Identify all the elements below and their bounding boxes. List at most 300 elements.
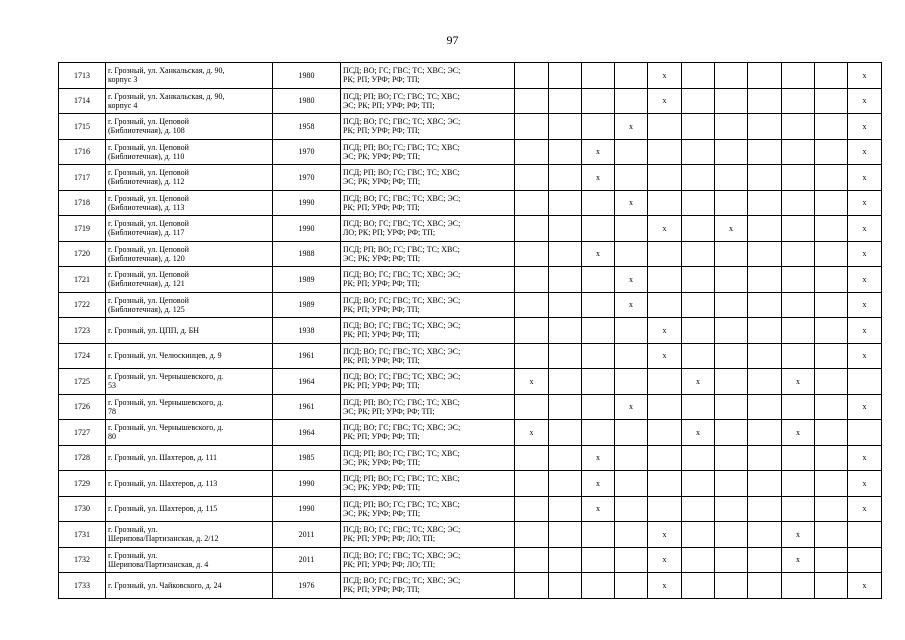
systems-line: ЭС; РК; УРФ; РФ; ТП; xyxy=(343,151,421,161)
year-cell: 1976 xyxy=(273,573,341,599)
mark-cell-empty xyxy=(615,547,648,573)
row-number-cell: 1725 xyxy=(59,369,106,395)
mark-cell-x: x xyxy=(848,88,882,114)
mark-cell-empty xyxy=(715,522,748,548)
mark-cell-empty xyxy=(549,216,582,242)
systems-line: ЭС; РК; РП; УРФ; РФ; ТП; xyxy=(343,100,435,110)
mark-cell-x: x xyxy=(582,471,615,497)
mark-cell-empty xyxy=(748,114,782,140)
mark-cell-empty xyxy=(715,471,748,497)
mark-cell-empty xyxy=(815,88,848,114)
table-row xyxy=(59,343,882,369)
mark-cell-empty xyxy=(648,420,682,446)
mark-cell-empty xyxy=(715,394,748,420)
address-line: г. Грозный, ул. Цеповой xyxy=(108,117,189,127)
table-row xyxy=(59,369,882,395)
mark-cell-empty xyxy=(549,420,582,446)
address-line: г. Грозный, ул. Челюскинцев, д. 9 xyxy=(108,351,222,361)
mark-cell-x: x xyxy=(682,420,715,446)
mark-cell-x: x xyxy=(848,165,882,191)
row-number-cell: 1726 xyxy=(59,394,106,420)
systems-cell xyxy=(341,343,515,369)
mark-cell-empty xyxy=(648,267,682,293)
mark-cell-empty xyxy=(549,445,582,471)
row-number-cell: 1719 xyxy=(59,216,106,242)
address-line: г. Грозный, ул. Ханкальская, д. 90, xyxy=(108,91,225,101)
mark-cell-empty xyxy=(682,241,715,267)
systems-cell xyxy=(341,471,515,497)
systems-line: РК; РП; УРФ; РФ; ТП; xyxy=(343,381,420,391)
systems-line: ПСД; РП; ВО; ГС; ГВС; ТС; ХВС; xyxy=(343,244,460,254)
mark-cell-empty xyxy=(549,471,582,497)
mark-cell-x: x xyxy=(648,573,682,599)
year-cell: 1985 xyxy=(273,445,341,471)
systems-line: ПСД; ВО; ГС; ГВС; ТС; ХВС; ЭС; xyxy=(343,346,461,356)
mark-cell-empty xyxy=(549,267,582,293)
systems-line: ПСД; ВО; ГС; ГВС; ТС; ХВС; ЭС; xyxy=(343,550,461,560)
table-row xyxy=(59,216,882,242)
address-line: г. Грозный, ул. Чернышевского, д. xyxy=(108,397,224,407)
mark-cell-empty xyxy=(615,369,648,395)
mark-cell-empty xyxy=(515,292,549,318)
mark-cell-empty xyxy=(648,471,682,497)
page-number: 97 xyxy=(446,33,459,47)
mark-cell-empty xyxy=(715,114,748,140)
address-cell xyxy=(106,267,273,293)
mark-cell-empty xyxy=(815,216,848,242)
mark-cell-empty xyxy=(815,63,848,89)
mark-cell-empty xyxy=(782,292,815,318)
address-line: г. Грозный, ул. Чернышевского, д. xyxy=(108,372,224,382)
systems-line: ПСД; ВО; ГС; ГВС; ТС; ХВС; ЭС; xyxy=(343,219,461,229)
mark-cell-empty xyxy=(815,318,848,344)
mark-cell-empty xyxy=(648,369,682,395)
row-number-cell: 1727 xyxy=(59,420,106,446)
mark-cell-empty xyxy=(682,394,715,420)
mark-cell-empty xyxy=(748,139,782,165)
address-cell xyxy=(106,292,273,318)
systems-line: РК; РП; УРФ; РФ; ТП; xyxy=(343,126,420,136)
mark-cell-empty xyxy=(549,63,582,89)
mark-cell-empty xyxy=(615,573,648,599)
mark-cell-empty xyxy=(748,88,782,114)
mark-cell-empty xyxy=(549,369,582,395)
mark-cell-empty xyxy=(582,190,615,216)
mark-cell-empty xyxy=(648,445,682,471)
mark-cell-empty xyxy=(815,190,848,216)
address-cell xyxy=(106,318,273,344)
address-line: 53 xyxy=(108,381,116,391)
mark-cell-x: x xyxy=(848,394,882,420)
mark-cell-empty xyxy=(515,165,549,191)
mark-cell-empty xyxy=(782,496,815,522)
mark-cell-empty xyxy=(715,165,748,191)
mark-cell-empty xyxy=(515,114,549,140)
mark-cell-empty xyxy=(515,522,549,548)
address-line: г. Грозный, ул. Цеповой xyxy=(108,295,189,305)
mark-cell-empty xyxy=(582,292,615,318)
year-cell: 1961 xyxy=(273,343,341,369)
mark-cell-empty xyxy=(582,369,615,395)
address-line: (Библиотечная), д. 112 xyxy=(108,177,185,187)
mark-cell-empty xyxy=(748,63,782,89)
mark-cell-x: x xyxy=(848,496,882,522)
address-cell xyxy=(106,88,273,114)
mark-cell-empty xyxy=(648,139,682,165)
mark-cell-x: x xyxy=(848,445,882,471)
mark-cell-empty xyxy=(515,216,549,242)
year-cell: 1970 xyxy=(273,139,341,165)
mark-cell-empty xyxy=(815,420,848,446)
address-cell xyxy=(106,343,273,369)
year-cell: 1970 xyxy=(273,165,341,191)
mark-cell-x: x xyxy=(782,369,815,395)
address-line: г. Грозный, ул. Ханкальская, д. 90, xyxy=(108,66,225,76)
mark-cell-empty xyxy=(715,88,748,114)
mark-cell-empty xyxy=(582,88,615,114)
address-line: г. Грозный, ул. Цеповой xyxy=(108,142,189,152)
systems-line: ПСД; РП; ВО; ГС; ГВС; ТС; ХВС; xyxy=(343,499,460,509)
mark-cell-empty xyxy=(582,63,615,89)
systems-cell xyxy=(341,267,515,293)
address-cell xyxy=(106,216,273,242)
mark-cell-empty xyxy=(715,343,748,369)
row-number-cell: 1713 xyxy=(59,63,106,89)
mark-cell-empty xyxy=(815,445,848,471)
mark-cell-empty xyxy=(715,267,748,293)
mark-cell-empty xyxy=(748,165,782,191)
mark-cell-empty xyxy=(648,165,682,191)
mark-cell-empty xyxy=(748,522,782,548)
mark-cell-empty xyxy=(682,190,715,216)
mark-cell-empty xyxy=(815,165,848,191)
address-cell xyxy=(106,190,273,216)
address-cell xyxy=(106,63,273,89)
mark-cell-empty xyxy=(748,573,782,599)
mark-cell-empty xyxy=(615,522,648,548)
systems-line: ПСД; РП; ВО; ГС; ГВС; ТС; ХВС; xyxy=(343,168,460,178)
mark-cell-empty xyxy=(815,394,848,420)
mark-cell-empty xyxy=(648,394,682,420)
address-cell xyxy=(106,139,273,165)
mark-cell-x: x xyxy=(582,165,615,191)
mark-cell-empty xyxy=(515,343,549,369)
systems-line: ПСД; ВО; ГС; ГВС; ТС; ХВС; ЭС; xyxy=(343,66,461,76)
mark-cell-empty xyxy=(582,114,615,140)
systems-cell xyxy=(341,547,515,573)
systems-line: ЭС; РК; УРФ; РФ; ТП; xyxy=(343,177,421,187)
address-line: корпус 4 xyxy=(108,100,138,110)
table-row xyxy=(59,165,882,191)
systems-line: ПСД; ВО; ГС; ГВС; ТС; ХВС; ЭС; xyxy=(343,117,461,127)
mark-cell-empty xyxy=(748,343,782,369)
systems-line: РК; РП; УРФ; РФ; ТП; xyxy=(343,432,420,442)
systems-line: ПСД; ВО; ГС; ГВС; ТС; ХВС; ЭС; xyxy=(343,295,461,305)
row-number-cell: 1723 xyxy=(59,318,106,344)
systems-line: ПСД; РП; ВО; ГС; ГВС; ТС; ХВС; xyxy=(343,91,460,101)
mark-cell-empty xyxy=(815,369,848,395)
year-cell: 1964 xyxy=(273,369,341,395)
mark-cell-empty xyxy=(715,445,748,471)
systems-line: РК; РП; УРФ; РФ; ТП; xyxy=(343,279,420,289)
mark-cell-empty xyxy=(615,63,648,89)
table-row xyxy=(59,471,882,497)
mark-cell-x: x xyxy=(848,190,882,216)
mark-cell-empty xyxy=(515,318,549,344)
year-cell: 1958 xyxy=(273,114,341,140)
mark-cell-empty xyxy=(615,420,648,446)
mark-cell-empty xyxy=(515,573,549,599)
systems-line: РК; РП; УРФ; РФ; ТП; xyxy=(343,585,420,595)
mark-cell-empty xyxy=(682,343,715,369)
systems-cell xyxy=(341,369,515,395)
systems-cell xyxy=(341,114,515,140)
mark-cell-empty xyxy=(782,343,815,369)
address-line: (Библиотечная), д. 120 xyxy=(108,253,185,263)
mark-cell-x: x xyxy=(648,547,682,573)
mark-cell-empty xyxy=(748,216,782,242)
mark-cell-empty xyxy=(615,139,648,165)
address-line: г. Грозный, ул. ЦПП, д. БН xyxy=(108,325,200,335)
year-cell: 1938 xyxy=(273,318,341,344)
mark-cell-empty xyxy=(549,165,582,191)
mark-cell-empty xyxy=(748,241,782,267)
systems-cell xyxy=(341,420,515,446)
address-line: (Библиотечная), д. 125 xyxy=(108,304,185,314)
address-line: 78 xyxy=(108,406,116,416)
mark-cell-empty xyxy=(515,394,549,420)
mark-cell-empty xyxy=(549,573,582,599)
mark-cell-empty xyxy=(748,547,782,573)
systems-cell xyxy=(341,318,515,344)
table-row xyxy=(59,522,882,548)
address-line: г. Грозный, ул. Цеповой xyxy=(108,219,189,229)
address-line: (Библиотечная), д. 121 xyxy=(108,279,185,289)
mark-cell-empty xyxy=(549,318,582,344)
mark-cell-empty xyxy=(515,139,549,165)
mark-cell-empty xyxy=(782,241,815,267)
systems-line: РК; РП; УРФ; РФ; ТП; xyxy=(343,202,420,212)
mark-cell-empty xyxy=(582,547,615,573)
address-line: г. Грозный, ул. Чернышевского, д. xyxy=(108,423,224,433)
systems-line: РК; РП; УРФ; РФ; ТП; xyxy=(343,355,420,365)
mark-cell-x: x xyxy=(648,522,682,548)
address-cell xyxy=(106,369,273,395)
mark-cell-x: x xyxy=(848,139,882,165)
mark-cell-empty xyxy=(682,63,715,89)
mark-cell-empty xyxy=(815,573,848,599)
mark-cell-x: x xyxy=(782,522,815,548)
address-line: (Библиотечная), д. 113 xyxy=(108,202,185,212)
mark-cell-x: x xyxy=(715,216,748,242)
mark-cell-empty xyxy=(648,292,682,318)
address-cell xyxy=(106,445,273,471)
mark-cell-empty xyxy=(715,241,748,267)
year-cell: 1980 xyxy=(273,63,341,89)
mark-cell-empty xyxy=(848,522,882,548)
mark-cell-empty xyxy=(515,88,549,114)
address-line: г. Грозный, ул. Цеповой xyxy=(108,193,189,203)
mark-cell-empty xyxy=(715,369,748,395)
systems-line: ПСД; ВО; ГС; ГВС; ТС; ХВС; ЭС; xyxy=(343,321,461,331)
table-row xyxy=(59,88,882,114)
mark-cell-x: x xyxy=(848,114,882,140)
mark-cell-empty xyxy=(682,88,715,114)
mark-cell-x: x xyxy=(848,216,882,242)
mark-cell-x: x xyxy=(582,139,615,165)
mark-cell-empty xyxy=(549,522,582,548)
systems-cell xyxy=(341,292,515,318)
table-row xyxy=(59,190,882,216)
mark-cell-empty xyxy=(748,190,782,216)
systems-line: ПСД; РП; ВО; ГС; ГВС; ТС; ХВС; xyxy=(343,448,460,458)
mark-cell-empty xyxy=(549,139,582,165)
mark-cell-x: x xyxy=(782,420,815,446)
mark-cell-empty xyxy=(549,343,582,369)
address-cell xyxy=(106,114,273,140)
mark-cell-empty xyxy=(515,496,549,522)
mark-cell-x: x xyxy=(648,88,682,114)
mark-cell-empty xyxy=(582,573,615,599)
mark-cell-empty xyxy=(748,496,782,522)
systems-line: РК; РП; УРФ; РФ; ТП; xyxy=(343,330,420,340)
mark-cell-empty xyxy=(648,114,682,140)
year-cell: 1990 xyxy=(273,471,341,497)
mark-cell-x: x xyxy=(648,63,682,89)
mark-cell-x: x xyxy=(582,241,615,267)
address-line: Шерипова/Партизанская, д. 4 xyxy=(108,559,209,569)
address-line: г. Грозный, ул. Цеповой xyxy=(108,168,189,178)
mark-cell-empty xyxy=(582,394,615,420)
address-cell xyxy=(106,471,273,497)
mark-cell-empty xyxy=(549,496,582,522)
mark-cell-empty xyxy=(682,522,715,548)
row-number-cell: 1728 xyxy=(59,445,106,471)
address-cell xyxy=(106,522,273,548)
systems-line: ПСД; ВО; ГС; ГВС; ТС; ХВС; ЭС; xyxy=(343,576,461,586)
mark-cell-empty xyxy=(715,63,748,89)
mark-cell-empty xyxy=(715,573,748,599)
systems-line: ПСД; ВО; ГС; ГВС; ТС; ХВС; ЭС; xyxy=(343,525,461,535)
mark-cell-empty xyxy=(848,547,882,573)
systems-line: ПСД; ВО; ГС; ГВС; ТС; ХВС; ЭС; xyxy=(343,270,461,280)
mark-cell-x: x xyxy=(648,216,682,242)
mark-cell-empty xyxy=(682,165,715,191)
mark-cell-empty xyxy=(782,471,815,497)
table-row xyxy=(59,394,882,420)
address-line: г. Грозный, ул. xyxy=(108,550,158,560)
mark-cell-empty xyxy=(715,420,748,446)
mark-cell-x: x xyxy=(648,318,682,344)
mark-cell-empty xyxy=(782,165,815,191)
mark-cell-empty xyxy=(682,445,715,471)
mark-cell-empty xyxy=(748,292,782,318)
mark-cell-empty xyxy=(782,267,815,293)
mark-cell-x: x xyxy=(848,573,882,599)
systems-cell xyxy=(341,241,515,267)
mark-cell-x: x xyxy=(848,471,882,497)
year-cell: 1990 xyxy=(273,496,341,522)
row-number-cell: 1716 xyxy=(59,139,106,165)
table-row xyxy=(59,496,882,522)
mark-cell-empty xyxy=(615,165,648,191)
mark-cell-empty xyxy=(682,318,715,344)
mark-cell-empty xyxy=(815,522,848,548)
systems-line: ЛО; РК; РП; УРФ; РФ; ТП; xyxy=(343,228,436,238)
address-cell xyxy=(106,573,273,599)
mark-cell-x: x xyxy=(848,343,882,369)
mark-cell-x: x xyxy=(848,241,882,267)
systems-cell xyxy=(341,216,515,242)
mark-cell-x: x xyxy=(848,267,882,293)
mark-cell-empty xyxy=(615,216,648,242)
year-cell: 1989 xyxy=(273,292,341,318)
systems-cell xyxy=(341,63,515,89)
mark-cell-empty xyxy=(549,547,582,573)
mark-cell-empty xyxy=(748,369,782,395)
table-row xyxy=(59,267,882,293)
mark-cell-x: x xyxy=(782,547,815,573)
mark-cell-empty xyxy=(748,471,782,497)
systems-line: ЭС; РК; РП; УРФ; РФ; ТП; xyxy=(343,406,435,416)
mark-cell-empty xyxy=(815,292,848,318)
mark-cell-empty xyxy=(815,241,848,267)
mark-cell-empty xyxy=(615,88,648,114)
address-cell xyxy=(106,394,273,420)
systems-cell xyxy=(341,496,515,522)
row-number-cell: 1730 xyxy=(59,496,106,522)
table-row xyxy=(59,547,882,573)
mark-cell-empty xyxy=(782,114,815,140)
systems-line: ПСД; РП; ВО; ГС; ГВС; ТС; ХВС; xyxy=(343,142,460,152)
systems-line: ПСД; РП; ВО; ГС; ГВС; ТС; ХВС; xyxy=(343,474,460,484)
address-line: Шерипова/Партизанская, д. 2/12 xyxy=(108,534,219,544)
mark-cell-x: x xyxy=(615,292,648,318)
mark-cell-empty xyxy=(815,139,848,165)
mark-cell-empty xyxy=(615,241,648,267)
table-row xyxy=(59,292,882,318)
row-number-cell: 1715 xyxy=(59,114,106,140)
mark-cell-empty xyxy=(515,190,549,216)
mark-cell-empty xyxy=(715,547,748,573)
table-row xyxy=(59,139,882,165)
mark-cell-empty xyxy=(682,471,715,497)
mark-cell-empty xyxy=(582,267,615,293)
mark-cell-x: x xyxy=(582,496,615,522)
mark-cell-empty xyxy=(582,318,615,344)
year-cell: 1989 xyxy=(273,267,341,293)
mark-cell-empty xyxy=(549,88,582,114)
mark-cell-empty xyxy=(515,547,549,573)
row-number-cell: 1732 xyxy=(59,547,106,573)
table-row xyxy=(59,114,882,140)
table-body xyxy=(59,63,882,599)
mark-cell-empty xyxy=(748,318,782,344)
row-number-cell: 1721 xyxy=(59,267,106,293)
mark-cell-empty xyxy=(782,139,815,165)
mark-cell-empty xyxy=(549,190,582,216)
mark-cell-empty xyxy=(682,573,715,599)
mark-cell-empty xyxy=(549,394,582,420)
mark-cell-x: x xyxy=(515,420,549,446)
mark-cell-empty xyxy=(782,190,815,216)
mark-cell-empty xyxy=(515,445,549,471)
address-line: (Библиотечная), д. 108 xyxy=(108,126,185,136)
systems-cell xyxy=(341,394,515,420)
table-row xyxy=(59,420,882,446)
mark-cell-x: x xyxy=(682,369,715,395)
table-row xyxy=(59,445,882,471)
